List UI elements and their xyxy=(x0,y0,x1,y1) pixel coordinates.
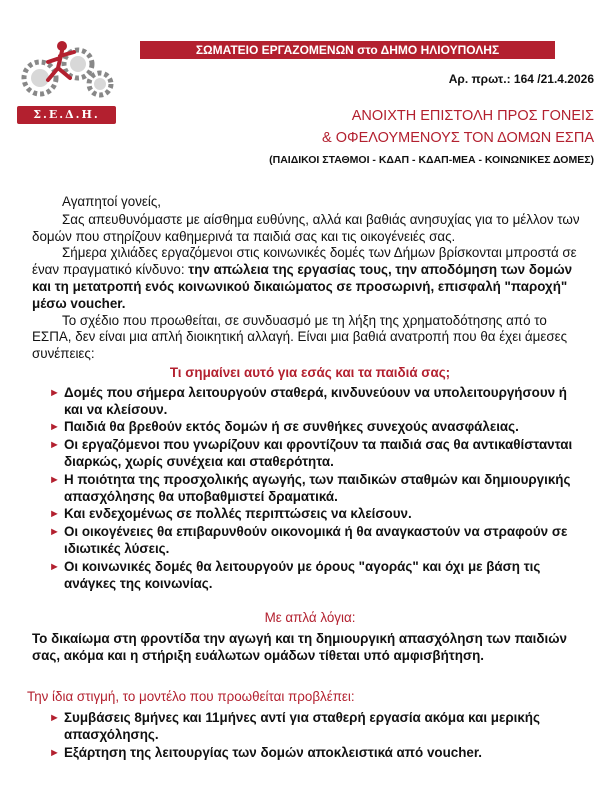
list-item: ► Παιδιά θα βρεθούν εκτός δομών ή σε συνθήκες συνεχούς ανασφάλειας. xyxy=(49,419,519,435)
simple-words-heading: Με απλά λόγια: xyxy=(264,610,356,625)
paragraph-3: Το σχέδιο που προωθείται, σε συνδυασμό με τη λήξη της χρηματοδότησης από το ΕΣΠΑ, δεν είναι μια απλή διοικητική αλλαγή. Είναι μια βαθιά ανατροπή που θα έχει άμεσες συνέπειες: xyxy=(32,312,568,362)
arrow-bullet-icon: ► xyxy=(49,526,60,539)
paragraph-2-text: Σήμερα χιλιάδες εργαζόμενοι στις κοινωνικές δομές των Δήμων βρίσκονται μπροστά σε έναν πραγματικό κίνδυνο: xyxy=(32,245,577,278)
paragraph-1: Σας απευθυνόμαστε με αίσθημα ευθύνης, αλλά και βαθιάς ανησυχίας για το μέλλον των δομών που στηρίζουν καθημερινά τα παιδιά σας και τις οικογένειές σας. xyxy=(32,211,580,244)
simple-words-text: Το δικαίωμα στη φροντίδα την αγωγή και τη δημιουργική απασχόληση των παιδιών σας, ακόμα και η στήριξη ευάλωτων ομάδων τίθεται υπό αμφισβήτηση. xyxy=(32,631,567,663)
arrow-bullet-icon: ► xyxy=(49,421,60,434)
letter-title-line-1: ΑΝΟΙΧΤΗ ΕΠΙΣΤΟΛΗ ΠΡΟΣ ΓΟΝΕΙΣ xyxy=(351,108,594,124)
arrow-bullet-icon: ► xyxy=(49,712,60,724)
union-name-banner: ΣΩΜΑΤΕΙΟ ΕΡΓΑΖΟΜΕΝΩΝ στο ΔΗΜΟ ΗΛΙΟΥΠΟΛΗΣ xyxy=(140,41,555,59)
paragraph-2-emphasis: την απώλεια της εργασίας τους, την αποδόμηση των δομών και τη μετατροπή ενός κοινωνικού δικαιώματος σε προσωρινή, επισφαλή "παροχή" μέσω voucher. xyxy=(32,262,573,311)
list-item: ► Οι εργαζόμενοι που γνωρίζουν και φροντίζουν τα παιδιά σας θα αντικαθίστανται διαρκώς, χωρίς συνέχεια και σταθερότητα. xyxy=(49,437,573,469)
consequences-list xyxy=(32,385,588,593)
list-item: ► Και ενδεχομένως σε πολλές περιπτώσεις να κλείσουν. xyxy=(49,506,412,522)
paragraph-2 xyxy=(32,245,588,312)
model-items-list xyxy=(32,710,588,761)
letter-subtitle: (ΠΑΙΔΙΚΟΙ ΣΤΑΘΜΟΙ - ΚΔΑΠ - ΚΔΑΠ-ΜΕΑ - ΚΟΙΝΩΝΙΚΕΣ ΔΟΜΕΣ) xyxy=(269,154,594,166)
greeting: Αγαπητοί γονείς, xyxy=(62,194,162,209)
arrow-bullet-icon: ► xyxy=(49,386,60,399)
arrow-bullet-icon: ► xyxy=(49,508,60,521)
list-item: ► Δομές που σήμερα λειτουργούν σταθερά, κινδυνεύουν να υπολειτουργήσουν ή και να κλείσουν. xyxy=(49,384,567,417)
logo-text: Σ.Ε.Δ.Η. xyxy=(17,106,116,124)
model-heading: Την ίδια στιγμή, το μοντέλο που προωθείται προβλέπει: xyxy=(27,689,355,704)
protocol-number: Αρ. πρωτ.: 164 /21.4.2026 xyxy=(448,72,594,86)
gears-figure-icon xyxy=(18,38,120,108)
list-item: ► Συμβάσεις 8μήνες και 11μήνες αντί για σταθερή εργασία ακόμα και μερικής απασχόλησης. xyxy=(49,710,540,742)
arrow-bullet-icon: ► xyxy=(49,439,60,452)
letter-title-line-2: & ΟΦΕΛΟΥΜΕΝΟΥΣ ΤΟΝ ΔΟΜΩΝ ΕΣΠΑ xyxy=(322,130,594,146)
letter-body xyxy=(32,194,588,593)
arrow-bullet-icon: ► xyxy=(49,473,60,486)
model-list xyxy=(32,710,588,762)
arrow-bullet-icon: ► xyxy=(49,560,60,573)
arrow-bullet-icon: ► xyxy=(49,746,60,759)
meaning-heading: Τι σημαίνει αυτό για εσάς και τα παιδιά σας; xyxy=(169,364,451,380)
list-item: ► Εξάρτηση της λειτουργίας των δομών αποκλειστικά από voucher. xyxy=(49,744,483,760)
list-item: ► Οι κοινωνικές δομές θα λειτουργούν με όρους "αγοράς" και όχι με βάση τις ανάγκες της κοινωνίας. xyxy=(49,558,541,591)
list-item: ► Η ποιότητα της προσχολικής αγωγής, των παιδικών σταθμών και δημιουργικής απασχόλησης θα υποβαθμιστεί δραματικά. xyxy=(49,471,571,504)
list-item: ► Οι οικογένειες θα επιβαρυνθούν οικονομικά ή θα αναγκαστούν να στραφούν σε ιδιωτικές λύσεις. xyxy=(49,524,568,556)
